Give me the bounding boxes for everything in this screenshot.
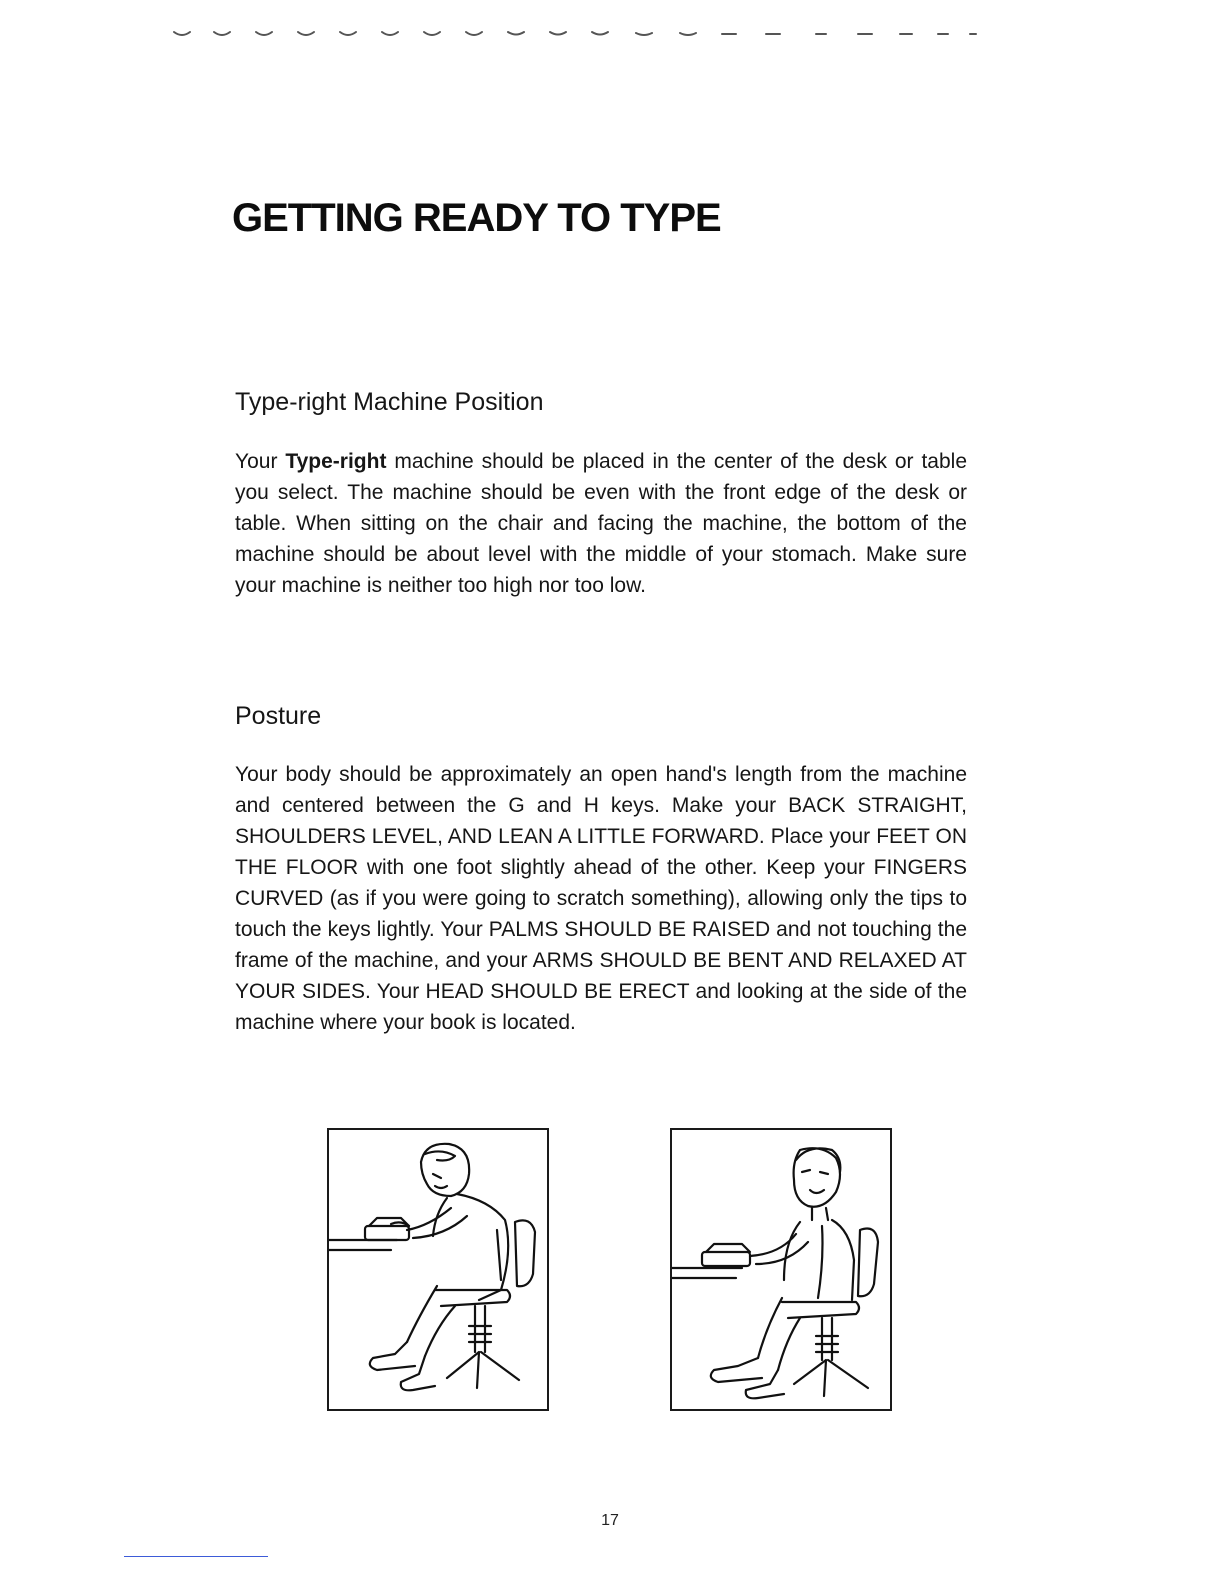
- machine-position-body: machine should be placed in the center of the desk or table you select. The machine should be even with the front edge of the desk or table. When sitting on the chair and facing the machine, the bottom of the machine should be about level with the middle of your stomach. Make sure your machine is neither too high nor too low.: [235, 450, 967, 597]
- binding-marks: [170, 24, 980, 44]
- page-number: 17: [601, 1512, 619, 1529]
- posture-paragraph: Your body should be approximately an open hand's length from the machine and centered between the G and H keys. Make your BACK STRAIGHT, SHOULDERS LEVEL, AND LEAN A LITTLE FORWARD. Place your FEET ON THE FLOOR with one foot slightly ahead of the other. Keep your FINGERS CURVED (as if you were going to scratch something), allowing only the tips to touch the keys lightly. Your PALMS SHOULD BE RAISED and not touching the frame of the machine, and your ARMS SHOULD BE BENT AND RELAXED AT YOUR SIDES. Your HEAD SHOULD BE ERECT and looking at the side of the machine where your book is located.: [235, 763, 967, 1034]
- typist-looking-down-illustration: [329, 1130, 547, 1409]
- footer-rule: [124, 1556, 268, 1557]
- machine-position-paragraph: [235, 446, 967, 601]
- machine-position-heading: Type-right Machine Position: [235, 388, 544, 416]
- typist-head-erect-illustration: [672, 1130, 890, 1409]
- brand-name: Type-right: [285, 450, 387, 473]
- machine-position-lead: Your: [235, 450, 286, 473]
- page-title: GETTING READY TO TYPE: [232, 196, 721, 240]
- posture-illustration-left: [327, 1128, 549, 1411]
- posture-heading: Posture: [235, 702, 322, 730]
- posture-illustration-right: [670, 1128, 892, 1411]
